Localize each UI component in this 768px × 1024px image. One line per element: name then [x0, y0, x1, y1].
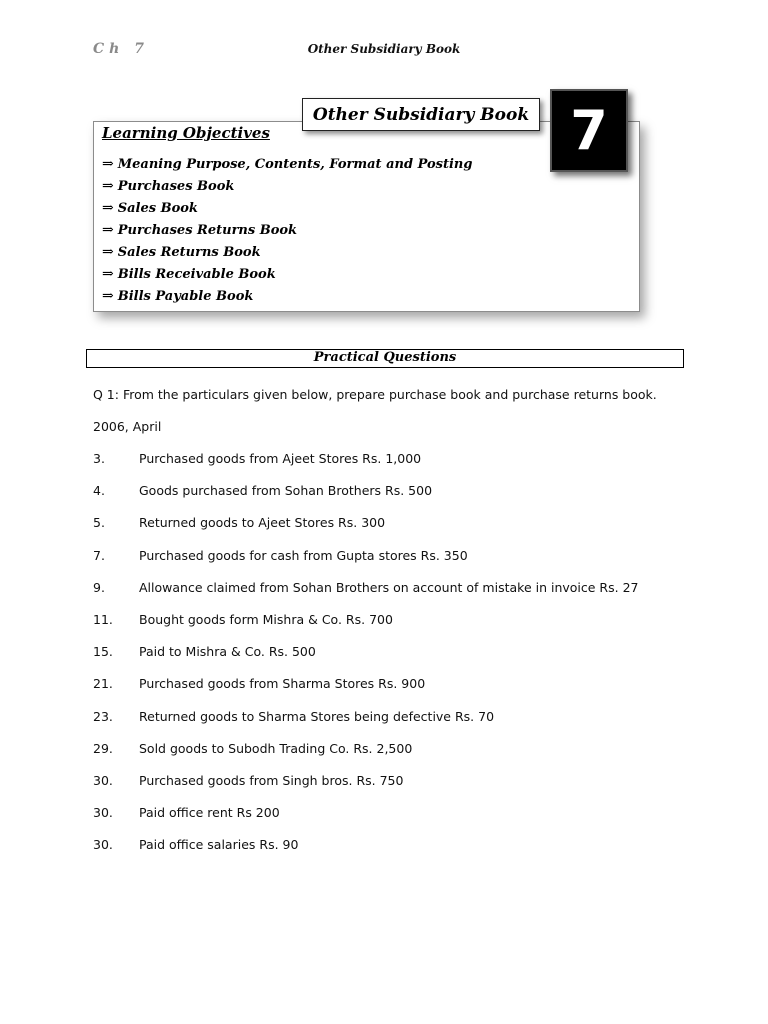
right-double-arrow-icon: ⇒ — [102, 156, 114, 172]
learning-objectives-heading: Learning Objectives — [102, 124, 270, 142]
objective-item — [102, 220, 472, 242]
transaction-text: Purchased goods from Singh bros. Rs. 750 — [139, 772, 404, 788]
objective-text: Bills Payable Book — [117, 289, 254, 304]
transaction-text: Sold goods to Subodh Trading Co. Rs. 2,500 — [139, 740, 413, 756]
transaction-row — [93, 741, 638, 773]
transaction-day: 21. — [93, 676, 113, 692]
transaction-row — [93, 709, 638, 741]
transaction-row — [93, 451, 638, 483]
transaction-text: Returned goods to Sharma Stores being defective Rs. 70 — [139, 708, 495, 724]
objective-text: Meaning Purpose, Contents, Format and Posting — [117, 157, 473, 172]
transaction-row — [93, 773, 638, 805]
transaction-text: Returned goods to Ajeet Stores Rs. 300 — [139, 515, 386, 531]
transaction-row — [93, 805, 638, 837]
chapter-title: Other Subsidiary Book — [302, 98, 540, 131]
transaction-row — [93, 548, 638, 580]
transaction-day: 3. — [93, 451, 105, 466]
question-prompt: Q 1: From the particulars given below, prepare purchase book and purchase returns book. — [93, 387, 657, 402]
transaction-text: Bought goods form Mishra & Co. Rs. 700 — [139, 611, 393, 627]
transaction-day: 30. — [93, 805, 113, 821]
transaction-row — [93, 515, 638, 547]
question-date: 2006, April — [93, 419, 162, 434]
transaction-day: 29. — [93, 740, 113, 756]
transaction-row — [93, 483, 638, 515]
transaction-day: 9. — [93, 579, 105, 595]
practical-questions-heading: Practical Questions — [86, 349, 684, 368]
objective-item — [102, 198, 472, 220]
objective-text: Sales Returns Book — [117, 245, 261, 260]
objective-item — [102, 154, 472, 176]
transaction-list — [93, 451, 638, 869]
right-double-arrow-icon: ⇒ — [102, 266, 114, 282]
transaction-text: Purchased goods from Sharma Stores Rs. 900 — [139, 676, 426, 692]
right-double-arrow-icon: ⇒ — [102, 222, 114, 238]
right-double-arrow-icon: ⇒ — [102, 200, 114, 216]
transaction-day: 30. — [93, 772, 113, 788]
objective-item — [102, 264, 472, 286]
objective-text: Purchases Returns Book — [117, 223, 298, 238]
transaction-day: 11. — [93, 611, 113, 627]
objective-text: Bills Receivable Book — [117, 267, 276, 282]
right-double-arrow-icon: ⇒ — [102, 178, 114, 194]
objective-item — [102, 176, 472, 198]
transaction-day: 30. — [93, 837, 113, 853]
objective-item — [102, 242, 472, 264]
transaction-text: Paid to Mishra & Co. Rs. 500 — [139, 644, 316, 660]
transaction-day: 7. — [93, 547, 105, 563]
transaction-text: Purchased goods from Ajeet Stores Rs. 1,000 — [139, 451, 422, 466]
transaction-text: Goods purchased from Sohan Brothers Rs. 500 — [139, 483, 433, 499]
transaction-day: 23. — [93, 708, 113, 724]
right-double-arrow-icon: ⇒ — [102, 288, 114, 304]
transaction-day: 15. — [93, 644, 113, 660]
transaction-text: Paid office rent Rs 200 — [139, 805, 280, 821]
objective-item — [102, 286, 472, 308]
transaction-text: Paid office salaries Rs. 90 — [139, 837, 299, 853]
objective-text: Purchases Book — [117, 179, 235, 194]
transaction-text: Purchased goods for cash from Gupta stores Rs. 350 — [139, 547, 468, 563]
running-header-title: Other Subsidiary Book — [307, 42, 461, 56]
running-header-chapter-label: Ch 7 — [93, 41, 149, 57]
transaction-day: 4. — [93, 483, 105, 499]
learning-objectives-list — [102, 154, 472, 308]
chapter-number: 7 — [550, 89, 628, 172]
transaction-row — [93, 676, 638, 708]
transaction-row — [93, 580, 638, 612]
right-double-arrow-icon: ⇒ — [102, 244, 114, 260]
transaction-row — [93, 612, 638, 644]
objective-text: Sales Book — [117, 201, 198, 216]
transaction-day: 5. — [93, 515, 105, 531]
transaction-row — [93, 837, 638, 869]
transaction-text: Allowance claimed from Sohan Brothers on account of mistake in invoice Rs. 27 — [139, 579, 639, 595]
transaction-row — [93, 644, 638, 676]
